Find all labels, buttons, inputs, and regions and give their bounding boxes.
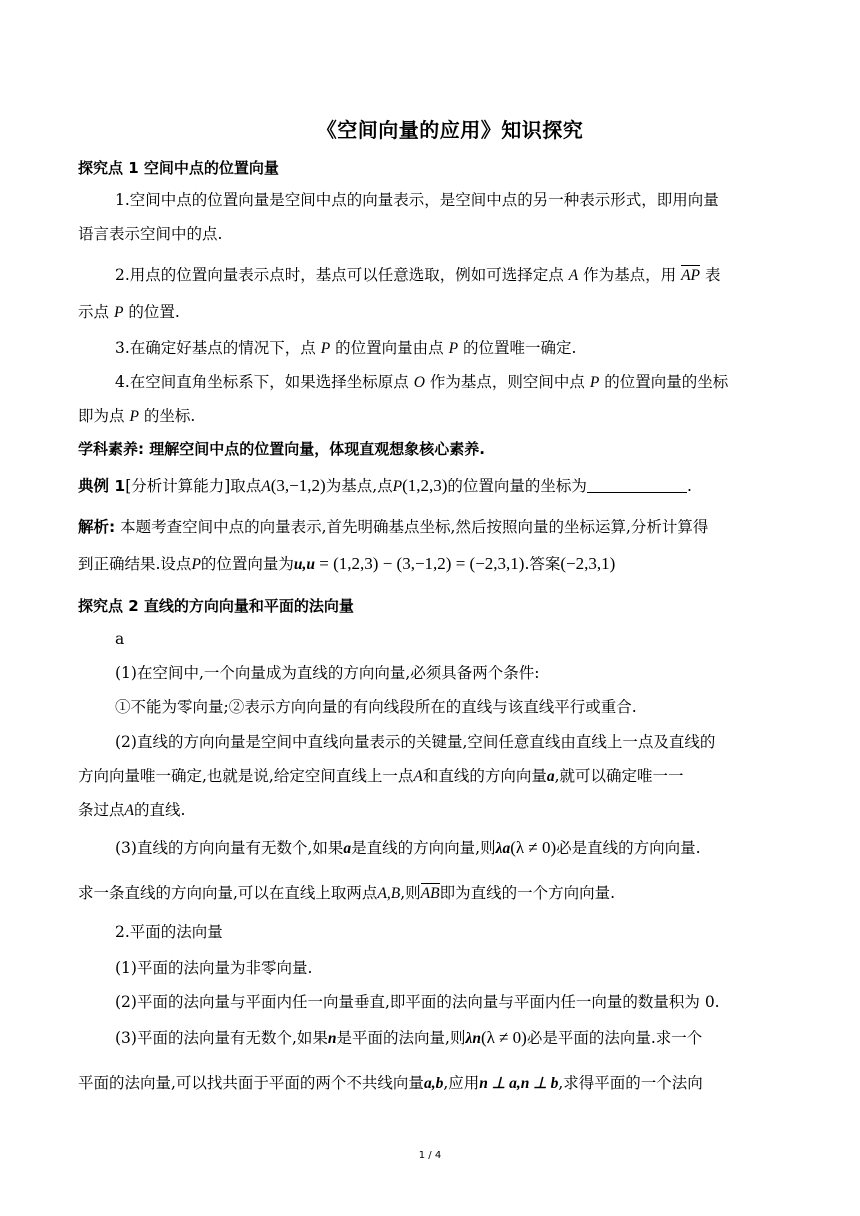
point-p: P <box>191 556 201 573</box>
text: 作为基点，用 <box>583 266 677 284</box>
text: 4.在空间直角坐标系下，如果选择坐标原点 <box>115 373 409 391</box>
equation: = (1,2,3) − (3,−1,2) = (−2,3,1) <box>315 554 525 573</box>
text: 的位置向量由点 <box>335 339 444 357</box>
text: 即为直线的一个方向向量. <box>439 884 616 902</box>
analysis-line-1 <box>78 516 788 538</box>
text: 是平面的法向量,则 <box>336 1029 466 1047</box>
point-o: O <box>413 374 425 391</box>
coordinates-p: (1,2,3) <box>402 476 448 495</box>
analysis-label: 解析: <box>78 518 116 536</box>
condition: (λ ≠ 0) <box>480 1028 527 1047</box>
text: 必是直线的方向向量. <box>556 839 701 857</box>
condition: (λ ≠ 0) <box>510 838 557 857</box>
subheading-normal-vector: 2.平面的法向量 <box>115 923 223 941</box>
paragraph-direction-2-line-2 <box>78 765 788 788</box>
paragraph-2-line-2 <box>78 301 788 324</box>
text: 即为点 <box>78 407 125 425</box>
text: [分析计算能力]取点 <box>125 477 262 495</box>
text: (3)直线的方向向量有无数个,如果 <box>115 839 344 857</box>
text: 和直线的方向向量 <box>422 767 547 785</box>
text: 方向向量唯一确定,也就是说,给定空间直线上一点 <box>78 767 414 785</box>
text: 2.用点的位置向量表示点时，基点可以任意选取，例如可选择定点 <box>115 266 564 284</box>
section-heading-1: 探究点 1 空间中点的位置向量 <box>78 159 279 177</box>
example-1 <box>78 475 788 498</box>
paragraph-direction-2-line-3 <box>78 799 788 822</box>
text: 是直线的方向向量,则 <box>351 839 496 857</box>
text: 的位置唯一确定. <box>463 339 577 357</box>
text: 的直线. <box>133 801 186 819</box>
subheading-direction-vector: a <box>115 630 125 648</box>
point-p: P <box>129 408 139 425</box>
vector-a: a <box>343 840 352 857</box>
paragraph-normal-2: (2)平面的法向量与平面内任一向量垂直,即平面的法向量与平面内任一向量的数量积为 0. <box>115 993 720 1011</box>
text: 求一条直线的方向向量,可以在直线上取两点 <box>78 884 378 902</box>
text: 平面的法向量,可以找共面于平面的两个不共线向量 <box>78 1074 424 1092</box>
lambda-a: λa <box>495 840 511 857</box>
text: ,则 <box>400 884 421 902</box>
paragraph-1-line-2: 语言表示空间中的点. <box>78 225 223 243</box>
vector-u: u,u <box>293 556 316 573</box>
text: 本题考查空间中点的向量表示,首先明确基点坐标,然后按照向量的坐标运算,分析计算得 <box>115 518 709 536</box>
paragraph-4-line-1 <box>115 371 788 394</box>
vector-a: a <box>546 768 555 785</box>
point-p: P <box>320 340 331 357</box>
vector-n: n <box>327 1030 337 1047</box>
point-p: P <box>113 304 124 321</box>
paragraph-normal-3-line-1 <box>115 1027 788 1050</box>
answer-blank <box>587 476 687 493</box>
paragraph-2-line-1 <box>115 264 788 287</box>
point-p: P <box>392 478 403 495</box>
text: 示点 <box>78 303 110 321</box>
text: 的位置向量的坐标 <box>604 373 729 391</box>
text: ,就可以确定唯一一 <box>554 767 684 785</box>
text: 为基点,点 <box>325 477 393 495</box>
page-title: 《空间向量的应用》知识探究 <box>316 118 584 142</box>
text: ,应用 <box>443 1074 480 1092</box>
point-p: P <box>448 340 459 357</box>
text: .答案 <box>524 555 561 573</box>
paragraph-4-line-2 <box>78 405 788 428</box>
paragraph-3 <box>115 337 788 360</box>
point-a: A <box>124 802 134 819</box>
text: (3)平面的法向量有无数个,如果 <box>115 1029 328 1047</box>
point-a: A <box>261 478 271 495</box>
literacy-note: 学科素养: 理解空间中点的位置向量，体现直观想象核心素养. <box>78 440 485 458</box>
point-p: P <box>589 374 600 391</box>
vector-ap: AP <box>681 265 700 287</box>
text: 的坐标. <box>143 407 196 425</box>
text: 作为基点，则空间中点 <box>429 373 585 391</box>
analysis-line-2 <box>78 553 788 576</box>
points-a-b: A,B <box>377 885 401 902</box>
paragraph-direction-1: (1)在空间中,一个向量成为直线的方向向量,必须具备两个条件: <box>115 664 540 682</box>
section-heading-2: 探究点 2 直线的方向向量和平面的法向量 <box>78 597 354 615</box>
page-number: 1 / 4 <box>418 1150 442 1161</box>
text: ,求得平面的一个法向 <box>558 1074 703 1092</box>
text: 的位置. <box>128 303 180 321</box>
paragraph-direction-2-line-1: (2)直线的方向向量是空间中直线向量表示的关键量,空间任意直线由直线上一点及直线的 <box>115 733 716 751</box>
text: 必是平面的法向量.求一个 <box>526 1029 703 1047</box>
perpendicular-condition: n ⊥ a,n ⊥ b <box>479 1075 559 1092</box>
coordinates-a: (3,−1,2) <box>270 476 326 495</box>
answer: (−2,3,1) <box>560 554 616 573</box>
paragraph-1-line-1: 1.空间中点的位置向量是空间中点的向量表示，是空间中点的另一种表示形式，即用向量 <box>115 191 719 209</box>
text: 条过点 <box>78 801 125 819</box>
text: 到正确结果.设点 <box>78 555 192 573</box>
paragraph-direction-conditions: ①不能为零向量;②表示方向向量的有向线段所在的直线与该直线平行或重合. <box>115 698 637 716</box>
paragraph-normal-3-line-2 <box>78 1072 788 1095</box>
text: 的位置向量为 <box>200 555 294 573</box>
example-label: 典例 1 <box>78 477 126 495</box>
point-a: A <box>413 768 423 785</box>
paragraph-normal-1: (1)平面的法向量为非零向量. <box>115 959 313 977</box>
paragraph-direction-3-line-2 <box>78 882 788 905</box>
text: 3.在确定好基点的情况下，点 <box>115 339 316 357</box>
vector-ab: AB <box>421 883 440 905</box>
lambda-n: λn <box>465 1030 481 1047</box>
vectors-a-b: a,b <box>423 1075 444 1092</box>
text: 的位置向量的坐标为 <box>447 477 587 495</box>
paragraph-direction-3-line-1 <box>115 837 788 860</box>
text: . <box>686 477 692 495</box>
point-a: A <box>568 267 579 284</box>
text: 表 <box>704 266 721 284</box>
